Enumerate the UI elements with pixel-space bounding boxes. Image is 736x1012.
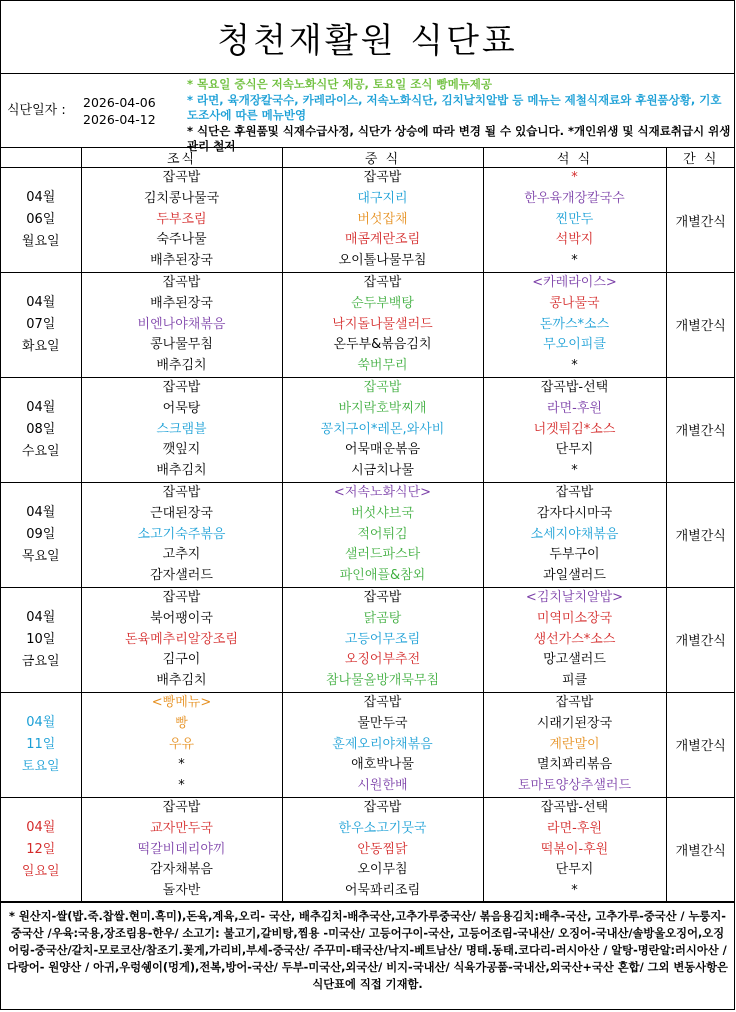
notice-line-2: * 라면, 육개장칼국수, 카레라이스, 저속노화식단, 김치날치알밥 등 메뉴는 제철식재료와 후원품상황, 기호도조사에 따른 메뉴반영: [187, 92, 722, 122]
menu-item: 소고기숙주볶음: [137, 526, 226, 542]
day-weekday: 목요일: [21, 548, 60, 564]
menu-item: 잡곡밥: [162, 275, 201, 290]
day-month: 04월: [26, 399, 56, 415]
menu-item: 피클: [561, 673, 588, 689]
menu-item: *: [571, 358, 578, 374]
day-cell: [1, 692, 81, 797]
menu-item: 단무지: [555, 442, 594, 458]
day-day: 11일: [26, 736, 56, 752]
period-dates: [83, 94, 156, 128]
menu-item: 잡곡밥: [555, 484, 594, 500]
menu-item: 계란말이: [549, 736, 600, 752]
menu-item: 파인애플&참외: [339, 568, 426, 584]
dinner-cell: [483, 692, 666, 797]
menu-item: <빵메뉴>: [151, 694, 212, 710]
breakfast-cell: [81, 482, 282, 587]
menu-item: 오이톨나물무침: [338, 253, 427, 269]
menu-item: *: [571, 463, 578, 479]
menu-item: 배추된장국: [150, 295, 213, 311]
snack-cell: 개별간식: [666, 273, 735, 378]
menu-item: 멸치꽈리볶음: [536, 757, 613, 773]
notice: [187, 77, 732, 155]
menu-item: 어묵탕: [162, 400, 201, 416]
menu-item: 꽁치구이*레몬,와사비: [320, 421, 445, 437]
menu-item: 잡곡밥: [363, 799, 402, 815]
origin-footer: [1, 901, 734, 1012]
menu-item: 참나물올방개묵무침: [325, 673, 440, 689]
table-header-row: [1, 147, 735, 168]
menu-item: 잡곡밥: [363, 170, 402, 185]
menu-item: 어묵꽈리조림: [344, 883, 421, 899]
day-row: [1, 377, 735, 482]
day-cell: [1, 797, 81, 902]
menu-item: 잡곡밥: [363, 379, 402, 395]
menu-item: 돈까스*소스: [539, 316, 610, 332]
day-month: 04월: [26, 819, 56, 835]
menu-item: 배추김치: [156, 463, 207, 479]
menu-item: 고등어무조림: [344, 631, 421, 647]
menu-item: <김치날치알밥>: [525, 589, 624, 605]
menu-item: 교자만두국: [150, 820, 213, 836]
day-month: 04월: [26, 294, 56, 310]
menu-item: 물만두국: [357, 715, 408, 731]
day-row: [1, 482, 735, 587]
menu-item: 잡곡밥: [162, 799, 201, 815]
dinner-cell: [483, 482, 666, 587]
day-month: 04월: [26, 504, 56, 520]
day-cell: [1, 587, 81, 692]
menu-item: 배추된장국: [150, 253, 213, 269]
day-day: 07일: [26, 316, 56, 332]
day-cell: [1, 482, 81, 587]
lunch-cell: [282, 168, 483, 273]
menu-item: 한우소고기뭇국: [338, 820, 427, 836]
menu-item: 라면-후원: [547, 820, 602, 836]
dinner-cell: [483, 377, 666, 482]
menu-item: 북어팽이국: [150, 610, 213, 626]
day-weekday: 토요일: [21, 758, 60, 774]
day-row: [1, 168, 735, 273]
snack-cell: 개별간식: [666, 797, 735, 902]
menu-item: *: [178, 778, 185, 794]
dinner-cell: [483, 168, 666, 273]
menu-item: 스크램블: [156, 421, 207, 437]
day-day: 06일: [26, 212, 56, 227]
day-cell: [1, 168, 81, 273]
menu-item: 비엔나야채볶음: [137, 316, 226, 332]
day-row: [1, 692, 735, 797]
day-weekday: 화요일: [21, 338, 60, 354]
menu-item: 돌자반: [162, 883, 201, 899]
menu-item: 감자다시마국: [536, 505, 613, 521]
dinner-cell: [483, 273, 666, 378]
dinner-cell: [483, 797, 666, 902]
menu-item: 순두부백탕: [351, 295, 414, 311]
menu-item: 버섯잡채: [357, 211, 408, 227]
day-month: 04월: [26, 609, 56, 625]
menu-item: 오이무침: [357, 862, 408, 878]
lunch-cell: [282, 692, 483, 797]
menu-item: 낙지돌나물샐러드: [332, 316, 433, 332]
day-cell: [1, 273, 81, 378]
menu-item: 우유: [168, 736, 195, 752]
breakfast-cell: [81, 797, 282, 902]
day-row: [1, 797, 735, 902]
period-end: 2026-04-12: [83, 112, 156, 127]
menu-item: *: [571, 170, 578, 185]
day-weekday: 일요일: [21, 863, 60, 879]
menu-table: [1, 147, 735, 903]
header-snack: 간 식: [666, 147, 735, 168]
menu-item: 김치콩나물국: [143, 190, 220, 206]
menu-item: 온두부&볶음김치: [333, 337, 432, 353]
menu-item: <저속노화식단>: [333, 484, 432, 500]
day-day: 08일: [26, 421, 56, 437]
period-start: 2026-04-06: [83, 95, 156, 110]
day-day: 09일: [26, 526, 56, 542]
menu-item: 떡갈비데리야끼: [137, 841, 226, 857]
breakfast-cell: [81, 587, 282, 692]
menu-item: 콩나물국: [549, 295, 600, 311]
menu-item: 대구지리: [357, 190, 408, 206]
menu-item: <카레라이스>: [532, 275, 617, 290]
menu-item: 무오이피클: [543, 337, 606, 353]
menu-item: 생선가스*소스: [533, 631, 616, 647]
menu-item: 잡곡밥-선택: [540, 379, 609, 395]
menu-item: 애호박나물: [351, 757, 414, 773]
menu-item: 배추김치: [156, 673, 207, 689]
menu-item: 너겟튀김*소스: [533, 421, 616, 437]
snack-cell: 개별간식: [666, 587, 735, 692]
page-title: 청천재활원 식단표: [1, 1, 734, 74]
menu-item: 샐러드파스타: [344, 547, 421, 563]
menu-item: 버섯샤브국: [351, 505, 414, 521]
menu-item: 적어튀김: [357, 526, 408, 542]
menu-item: 숙주나물: [156, 232, 207, 248]
menu-item: 콩나물무침: [150, 337, 213, 353]
menu-item: 감자채볶음: [150, 862, 213, 878]
menu-item: 시원한배: [357, 778, 408, 794]
menu-item: *: [571, 253, 578, 269]
breakfast-cell: [81, 168, 282, 273]
menu-body: [1, 168, 735, 903]
menu-item: 잡곡밥: [363, 275, 402, 290]
menu-item: 두부조림: [156, 211, 207, 227]
dinner-cell: [483, 587, 666, 692]
menu-item: 안동찜닭: [357, 841, 408, 857]
menu-item: 찐만두: [555, 211, 594, 227]
header-lunch: 중 식: [282, 147, 483, 168]
breakfast-cell: [81, 377, 282, 482]
menu-item: 잡곡밥: [162, 379, 201, 395]
menu-item: 쑥버무리: [357, 358, 408, 374]
menu-item: 돈육메추리알장조림: [124, 631, 239, 647]
menu-item: 잡곡밥: [363, 589, 402, 605]
lunch-cell: [282, 273, 483, 378]
info-section: [1, 73, 734, 153]
menu-item: 잡곡밥: [162, 589, 201, 605]
lunch-cell: [282, 797, 483, 902]
menu-item: 깻잎지: [162, 442, 201, 458]
menu-item: 어묵매운볶음: [344, 442, 421, 458]
snack-cell: 개별간식: [666, 377, 735, 482]
menu-item: 잡곡밥-선택: [540, 799, 609, 815]
menu-item: 잡곡밥: [162, 170, 201, 185]
menu-item: 라면-후원: [547, 400, 602, 416]
menu-item: 시금치나물: [351, 463, 414, 479]
day-day: 10일: [26, 631, 56, 647]
day-day: 12일: [26, 841, 56, 857]
day-month: 04월: [26, 714, 56, 730]
menu-item: 잡곡밥: [363, 694, 402, 710]
menu-item: 망고샐러드: [543, 652, 606, 668]
menu-item: 배추김치: [156, 358, 207, 374]
menu-item: 떡볶이-후원: [540, 841, 609, 857]
breakfast-cell: [81, 273, 282, 378]
menu-item: 두부구이: [549, 547, 600, 563]
day-month: 04월: [26, 190, 56, 205]
day-weekday: 월요일: [21, 234, 60, 249]
menu-item: 감자샐러드: [150, 568, 213, 584]
day-cell: [1, 377, 81, 482]
menu-item: 석박지: [555, 232, 594, 248]
notice-line-3: * 식단은 후원품및 식재수급사정, 식단가 상승에 따라 변경 될 수 있습니다. *개인위생 및 식재료취급시 위생관리 철저: [187, 123, 731, 153]
notice-line-1: * 목요일 중식은 저속노화식단 제공, 토요일 조식 빵메뉴제공: [187, 77, 493, 91]
menu-item: 근대된장국: [150, 505, 213, 521]
menu-item: 빵: [175, 715, 188, 731]
origin-text: * 원산지-쌀(밥.죽.찹쌀.현미.흑미),돈육,계육,오리- 국산, 배추김치-배추국산,고추가루중국산/ 볶음용김치:배추-국산, 고추가루-중국산 / 누룽지-중국산 /우육:국용,장조림용-한우/ 소고기: 불고기,갈비탕,찜용 -미국산/ 고등어구이-국산, 고등어조림-국내산/ 오징어-국내산/솔방울오징어,오징어링-중국산/갈치-모로코산/참조기.꽃게,가리비,부세-중국산/ 주꾸미-태국산/낙지-베트남산/ 명태.동태.코다리-러시아산 / 알탕-명란알:러시아산 / 다랑어- 원양산 / 아귀,우렁쉥이(멍게),전복,방어-국산/ 두부-미국산,외국산/ 비지-국내산/ 식육가공품-국내산,외국산+국산 혼합/ 그외 변동사항은 식단표에 직접 기재함.: [7, 910, 728, 991]
header-day: [1, 147, 81, 168]
menu-item: 토마토양상추샐러드: [517, 778, 632, 794]
menu-item: 닭곰탕: [363, 610, 402, 626]
menu-item: 한우육개장칼국수: [524, 190, 625, 206]
menu-item: *: [178, 757, 185, 773]
menu-item: *: [571, 883, 578, 899]
period-label: 식단일자 :: [7, 103, 66, 118]
menu-item: 잡곡밥: [555, 694, 594, 710]
menu-item: 바지락호박찌개: [338, 400, 427, 416]
menu-item: 소세지야채볶음: [530, 526, 619, 542]
menu-item: 미역미소장국: [536, 610, 613, 626]
menu-item: 잡곡밥: [162, 484, 201, 500]
lunch-cell: [282, 377, 483, 482]
menu-item: 훈제오리야채볶음: [332, 736, 433, 752]
day-weekday: 금요일: [21, 653, 60, 669]
menu-item: 김구이: [162, 652, 201, 668]
menu-item: 과일샐러드: [543, 568, 606, 584]
header-dinner: 석 식: [483, 147, 666, 168]
lunch-cell: [282, 482, 483, 587]
menu-item: 시래기된장국: [536, 715, 613, 731]
header-breakfast: 조식: [81, 147, 282, 168]
day-row: [1, 273, 735, 378]
menu-item: 매콤계란조림: [344, 232, 421, 248]
snack-cell: 개별간식: [666, 692, 735, 797]
day-weekday: 수요일: [21, 443, 60, 459]
menu-item: 오징어부추전: [344, 652, 421, 668]
day-row: [1, 587, 735, 692]
breakfast-cell: [81, 692, 282, 797]
menu-item: 고추지: [162, 547, 201, 563]
snack-cell: 개별간식: [666, 168, 735, 273]
lunch-cell: [282, 587, 483, 692]
menu-item: 단무지: [555, 862, 594, 878]
snack-cell: 개별간식: [666, 482, 735, 587]
